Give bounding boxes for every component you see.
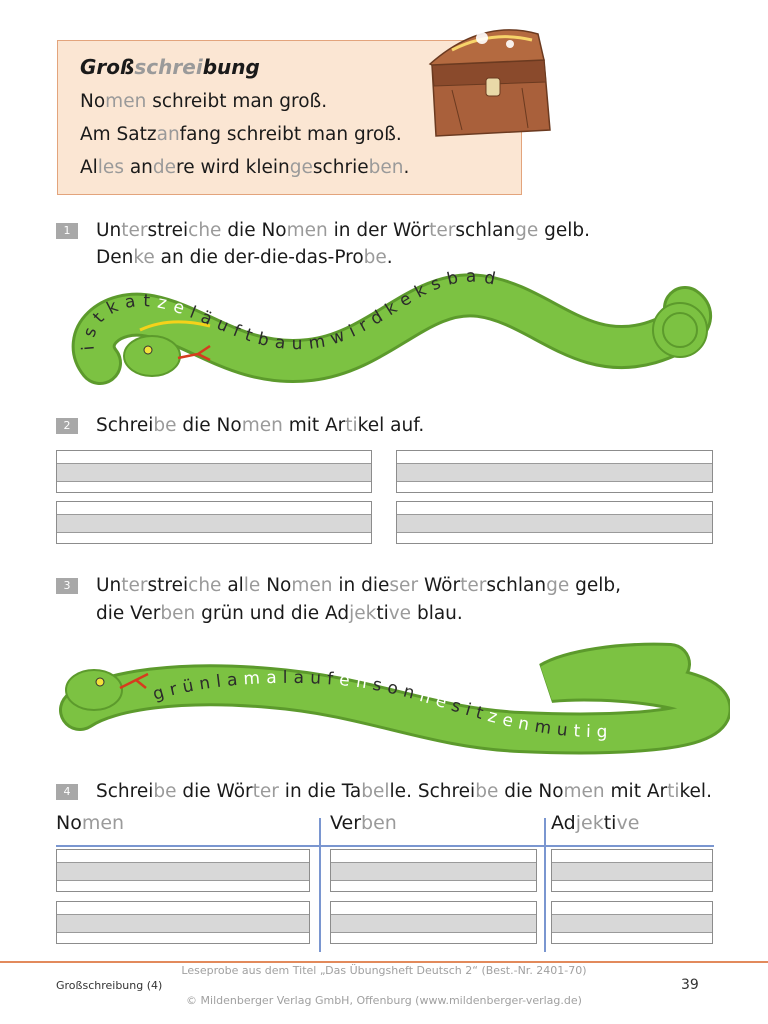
syllable: men bbox=[291, 575, 333, 596]
syllable: mit Ar bbox=[282, 415, 346, 436]
syllable: be bbox=[363, 247, 387, 268]
writing-line[interactable] bbox=[56, 849, 310, 892]
snake-letter: ä bbox=[197, 307, 216, 330]
syllable: ti bbox=[667, 781, 680, 802]
syllable: schreibt man groß. bbox=[146, 91, 328, 112]
column-header-verben bbox=[330, 812, 397, 834]
snake-letter: ü bbox=[180, 675, 196, 698]
syllable: be bbox=[153, 415, 177, 436]
snake-letter: s bbox=[448, 695, 464, 718]
syllable: ter bbox=[460, 575, 487, 596]
syllable: ter bbox=[121, 575, 148, 596]
syllable: les bbox=[97, 157, 124, 178]
syllable: an bbox=[156, 124, 180, 145]
syllable: ser bbox=[389, 575, 419, 596]
syllable: che bbox=[188, 575, 222, 596]
syllable: fang schreibt man groß. bbox=[179, 124, 402, 145]
syllable: ti bbox=[603, 812, 617, 834]
syllable: strei bbox=[147, 220, 189, 241]
syllable: be bbox=[475, 781, 499, 802]
snake-letter: a bbox=[273, 332, 287, 354]
syllable: grün und die Ad bbox=[195, 603, 350, 624]
snake-letter: d bbox=[482, 268, 498, 290]
task-number-3: 3 bbox=[56, 578, 78, 594]
syllable: Un bbox=[96, 575, 122, 596]
snake-letter: f bbox=[326, 669, 334, 690]
writing-line[interactable] bbox=[551, 901, 713, 944]
word-snake-1 bbox=[60, 268, 720, 398]
snake-letter: k bbox=[103, 296, 122, 319]
snake-letter: n bbox=[516, 713, 531, 736]
syllable: ter bbox=[429, 220, 456, 241]
syllable: ter bbox=[252, 781, 279, 802]
syllable: le. Schrei bbox=[389, 781, 476, 802]
snake-letter: l bbox=[282, 667, 288, 688]
task-3-line-1 bbox=[96, 572, 621, 599]
writing-line[interactable] bbox=[330, 849, 537, 892]
syllable: . bbox=[386, 247, 393, 268]
snake-letter: u bbox=[291, 334, 303, 355]
snake-letter: i bbox=[585, 721, 592, 743]
syllable: ge bbox=[546, 575, 570, 596]
task-number-1: 1 bbox=[56, 223, 78, 239]
syllable: bel bbox=[361, 781, 390, 802]
syllable: in die bbox=[332, 575, 390, 596]
snake-letter: t bbox=[142, 291, 151, 312]
snake-letter: a bbox=[465, 268, 477, 287]
excerpt-notice: Leseprobe aus dem Titel „Das Übungsheft Deutsch 2“ (Best.-Nr. 2401-70) bbox=[181, 964, 587, 977]
snake-letter: e bbox=[395, 288, 416, 312]
syllable: Ad bbox=[551, 812, 576, 834]
syllable: be bbox=[153, 781, 177, 802]
syllable: an die der-die-das-Pro bbox=[154, 247, 364, 268]
snake-letter: s bbox=[427, 273, 444, 296]
snake-letter: n bbox=[417, 686, 434, 709]
snake-letter: t bbox=[572, 721, 581, 742]
syllable: No bbox=[260, 575, 292, 596]
snake-letter: e bbox=[433, 690, 450, 714]
snake-letter: n bbox=[354, 671, 369, 694]
table-column-divider bbox=[544, 818, 546, 952]
syllable: strei bbox=[147, 575, 189, 596]
syllable: Un bbox=[96, 220, 122, 241]
syllable: No bbox=[56, 812, 82, 834]
syllable: schrie bbox=[312, 157, 369, 178]
syllable: re wird klein bbox=[176, 157, 290, 178]
snake-letter: o bbox=[385, 677, 401, 700]
syllable: ter bbox=[121, 220, 148, 241]
syllable: ben bbox=[160, 603, 196, 624]
syllable: die Ver bbox=[96, 603, 161, 624]
snake-letter: t bbox=[242, 325, 255, 347]
snake-letter: l bbox=[186, 302, 199, 324]
syllable: die Wör bbox=[176, 781, 253, 802]
rule-line-1 bbox=[80, 91, 327, 112]
writing-line[interactable] bbox=[56, 901, 310, 944]
syllable: le bbox=[243, 575, 261, 596]
page-number: 39 bbox=[681, 977, 699, 993]
table-header-rule bbox=[56, 845, 714, 847]
snake-letter: n bbox=[401, 681, 417, 704]
task-2-line-1 bbox=[96, 412, 424, 439]
snake-letter: m bbox=[242, 668, 261, 690]
syllable: No bbox=[80, 91, 106, 112]
syllable: de bbox=[152, 157, 177, 178]
snake-letter: a bbox=[123, 291, 137, 313]
syllable: al bbox=[221, 575, 244, 596]
syllable: die No bbox=[221, 220, 287, 241]
snake-letter: n bbox=[197, 673, 212, 695]
snake-letter: s bbox=[79, 325, 102, 340]
syllable: ge bbox=[515, 220, 539, 241]
snake-letter: e bbox=[500, 709, 516, 732]
syllable: blau. bbox=[411, 603, 463, 624]
snake-letter: d bbox=[366, 306, 387, 330]
syllable: in der Wör bbox=[327, 220, 430, 241]
syllable: in die Ta bbox=[278, 781, 362, 802]
syllable: men bbox=[241, 415, 283, 436]
syllable: gelb. bbox=[538, 220, 591, 241]
snake-letter: m bbox=[307, 331, 327, 354]
snake-letter: i bbox=[463, 699, 474, 721]
copyright-notice: © Mildenberger Verlag GmbH, Offenburg (www.mildenberger-verlag.de) bbox=[186, 994, 582, 1007]
syllable: ve bbox=[616, 812, 640, 834]
syllable: che bbox=[188, 220, 222, 241]
syllable: men bbox=[81, 812, 125, 834]
snake-letter: u bbox=[309, 668, 322, 689]
syllable: mit Ar bbox=[604, 781, 668, 802]
table-column-divider bbox=[319, 818, 321, 952]
snake-letter: b bbox=[255, 328, 271, 351]
writing-line[interactable] bbox=[56, 501, 372, 544]
task-4-line-1 bbox=[96, 778, 712, 805]
snake-letter: b bbox=[445, 268, 461, 290]
syllable: ti bbox=[345, 415, 358, 436]
syllable: Schrei bbox=[96, 415, 154, 436]
syllable: schlan bbox=[455, 220, 516, 241]
syllable: kel. bbox=[679, 781, 712, 802]
syllable: jek bbox=[349, 603, 377, 624]
task-1-line-1 bbox=[96, 217, 590, 244]
snake-letter: g bbox=[596, 722, 608, 743]
syllable: Al bbox=[80, 157, 98, 178]
snake-letter: w bbox=[327, 325, 348, 350]
footer-divider bbox=[0, 961, 768, 963]
column-header-nomen bbox=[56, 812, 124, 834]
syllable: Ver bbox=[330, 812, 362, 834]
syllable: ben bbox=[361, 812, 397, 834]
syllable: Wör bbox=[418, 575, 461, 596]
syllable: die No bbox=[498, 781, 564, 802]
snake-letter: a bbox=[293, 667, 305, 689]
footer-chapter: Großschreibung (4) bbox=[56, 979, 163, 992]
syllable: . bbox=[403, 157, 410, 178]
snake-letter: k bbox=[381, 298, 401, 321]
syllable: jek bbox=[575, 812, 604, 834]
syllable: ben bbox=[368, 157, 404, 178]
rule-line-3 bbox=[80, 157, 409, 178]
syllable: men bbox=[563, 781, 605, 802]
syllable: ve bbox=[388, 603, 412, 624]
rule-line-2 bbox=[80, 124, 402, 145]
snake-letter: l bbox=[215, 671, 223, 693]
word-snake-2 bbox=[50, 640, 730, 760]
syllable: ti bbox=[376, 603, 389, 624]
snake-letter: z bbox=[155, 292, 169, 315]
rule-title: Großschreibung bbox=[80, 55, 260, 79]
snake-letter: m bbox=[533, 716, 553, 739]
syllable: gelb, bbox=[569, 575, 621, 596]
task-number-4: 4 bbox=[56, 784, 78, 800]
treasure-chest-illustration bbox=[422, 20, 558, 140]
writing-line[interactable] bbox=[330, 901, 537, 944]
snake-letter: t bbox=[89, 308, 109, 328]
snake-letter: i bbox=[345, 321, 359, 342]
syllable: schlan bbox=[486, 575, 547, 596]
column-header-adjektive bbox=[551, 812, 639, 834]
syllable: men bbox=[105, 91, 147, 112]
snake-letter: z bbox=[485, 706, 500, 728]
syllable: Schrei bbox=[96, 781, 154, 802]
syllable: an bbox=[123, 157, 153, 178]
task-1-line-2 bbox=[96, 244, 393, 271]
task-3-line-2 bbox=[96, 600, 463, 627]
snake-letter: k bbox=[411, 280, 430, 303]
task-number-2: 2 bbox=[56, 418, 78, 434]
snake-letter: f bbox=[230, 320, 243, 342]
syllable: Den bbox=[96, 247, 134, 268]
snake-letter: i bbox=[78, 344, 99, 352]
snake-letter: s bbox=[370, 674, 384, 696]
writing-line[interactable] bbox=[396, 501, 713, 544]
snake-letter: u bbox=[555, 719, 569, 741]
snake-letter: g bbox=[150, 682, 167, 705]
snake-letter: u bbox=[213, 314, 232, 337]
syllable: die No bbox=[176, 415, 242, 436]
snake-letter: a bbox=[226, 669, 239, 691]
writing-line[interactable] bbox=[396, 450, 713, 493]
writing-line[interactable] bbox=[551, 849, 713, 892]
snake-letter: e bbox=[338, 670, 351, 691]
syllable: ke bbox=[133, 247, 155, 268]
snake-letter: r bbox=[167, 679, 180, 701]
syllable: Am Satz bbox=[80, 124, 157, 145]
syllable: men bbox=[286, 220, 328, 241]
writing-line[interactable] bbox=[56, 450, 372, 493]
syllable: kel auf. bbox=[357, 415, 425, 436]
snake-letter: e bbox=[170, 296, 187, 319]
snake-letter: a bbox=[266, 667, 277, 689]
snake-letter: r bbox=[355, 315, 372, 337]
syllable: ge bbox=[289, 157, 313, 178]
snake-letter: t bbox=[473, 702, 486, 724]
